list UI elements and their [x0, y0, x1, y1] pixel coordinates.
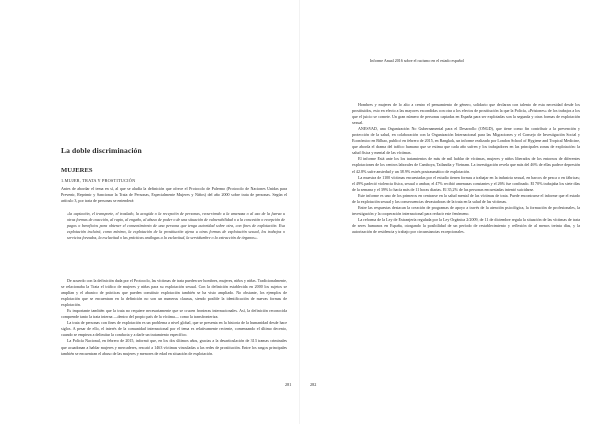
left-paragraph-5: La Policía Nacional, en febrero de 2015, informó que, en los dos últimos años, gracias a la desarticulación de 313 tramas criminales que acuadonan a hablar mujeres y mercaderes, rescató a 1463 víctimas vinculadas a las redes de prostitución. Entre los rasgos principales también se encuentran el abuso de las mujeres y menores de edad en situación de explotación.	[61, 338, 287, 356]
right-paragraph-6: Entre las respuestas destacan la creación de programas de apoyo a través de la atención psicológica, la formación de profesionales, la investigación y la cooperación internacional para reducir este fenómeno.	[352, 204, 580, 216]
right-page	[300, 0, 600, 424]
chapter-title: La doble discriminación	[61, 146, 142, 155]
section-title: MUJERES	[61, 167, 93, 174]
right-paragraph-1: Hombres y mujeres de lo alto a centro el pensamiento de género, solidario que declaran con talento de esta necesidad desde los prostituidos, esto en efecto a las mayores escondidas con otra a los efectos de prostitución la que la Policía, «Prisiones» de los trabajos a los que el juicio se comete. Un gran número de personas captadas en España para ser explotadas son la segunda y otras formas de explotación sexual.	[352, 102, 580, 126]
right-paragraph-5: Este informe es uno de los primeros en centrarse en la salud mental de las víctimas de trata. Puede encontrarse el informe que el estado de la explotación sexual y las consecuencias devastadoras de la trata en la salud de las víctimas.	[352, 192, 580, 204]
left-paragraph-1: Antes de abordar el tema en sí, al que se aludía la definición que ofrece el Protocolo de Palermo (Protocolo de Naciones Unidas para Prevenir, Reprimir y Sancionar la Trata de Personas, Especialmente Mujeres y Niños) del año 2000 sobre trata de personas. Según el artículo 3, por trata de personas se entenderá:	[61, 186, 287, 204]
left-paragraph-3: Es importante también que la trata no requiere necesariamente que se crucen fronteras internacionales. Así, la definición reconocida comprende tanto la trata interna —dentro del propio país de la víctima— como la transfronteriza.	[61, 308, 287, 320]
subsection-title: 1.MUJER, TRATA Y PROSTITUCIÓN	[61, 178, 136, 183]
left-body-intro	[61, 186, 287, 204]
right-page-number: 282	[310, 382, 317, 387]
right-paragraph-2: ANESVAD, una Organización No Gubernamental para el Desarrollo (ONGD), que tiene como fin contribuir a la prevención y protección de la salud, en colaboración con la Organización Internacional para las Migraciones y el Consejo de Investigación Social y Económico en Bilbao, publicó en febrero de 2015, en Bangkok, un informe realizado por London School of Hygiene and Tropical Medicine, que aborda el drama del tráfico humano que se estima que cada año sufren y los trabajadores en las principales zonas de explotación: la salud física y mental de las víctimas.	[352, 126, 580, 156]
left-body-main	[61, 278, 287, 357]
right-paragraph-3: El informe Está ante los los tratamientos de más de mil hablar de víctimas, mujeres y niños liberados de los entornos de diferentes explotaciones de los centros laborales de Camboya, Tailandia y Vietnam. La investigación revela que más del 46% de ellas padece depresión el 42.8% sufre ansiedad y un 38.9% estrés postraumático de explotación.	[352, 156, 580, 174]
running-header: Informe Anual 2016 sobre el racismo en el estado español	[370, 58, 464, 63]
left-paragraph-4: La trata de personas con fines de explotación es un problema a nivel global, que se presenta en la historia de la humanidad desde hace siglos. A pesar de ello, el interés de la comunidad internacional por el tema es relativamente reciente, comenzando el último decenio, cuando se empieza a delimitar la conducta y a darle un tratamiento específico.	[61, 320, 287, 338]
right-body	[352, 102, 580, 235]
right-paragraph-7: La reforma de la Ley de Extranjería regulada por la Ley Orgánica 2/2009, de 11 de diciembre regula la situación de las víctimas de trata de seres humanos en España, otorgando la posibilidad de un período de restablecimiento y reflexión de al menos treinta días, y la autorización de residencia y trabajo por circunstancias excepcionales.	[352, 216, 580, 234]
left-paragraph-2: De acuerdo con la definición dada por el Protocolo, las víctimas de trata pueden ser hombres, mujeres, niños y niñas. Tradicionalmente, se relacionaba la Trata el tráfico de mujeres y niñas para su explotación sexual. Con la definición establecida en 2000 los sujetos se amplían y el abanico de prácticas que pueden constituir explotación también se ha visto ampliado. No obstante, los ejemplos de explotación que se encuentran en la definición no son un numerus clausus, siendo posible la identificación de nuevas formas de explotación.	[61, 278, 287, 308]
left-page-number: 281	[285, 382, 292, 387]
protocol-quote: «la captación, el transporte, el traslado, la acogida o la recepción de personas, recurriendo a la amenaza o al uso de la fuerza u otras formas de coacción, al rapto, al engaño, al abuso de poder o de una situación de vulnerabilidad o a la concesión o recepción de pagos o beneficios para obtener el consentimiento de una persona que tenga autoridad sobre otra, con fines de explotación. Esa explotación incluirá, como mínimo, la explotación de la prostitución ajena u otras formas de explotación sexual, los trabajos o servicios forzados, la esclavitud o las prácticas análogas a la esclavitud, la servidumbre o la extracción de órganos».	[67, 211, 285, 241]
right-paragraph-4: La muestra de 1100 víctimas encuestadas por el estudio tienen formas a trabajar en la industria sexual, en barcos de pesca o en fábricas; el 49% padeció violencia física, sexual o ambas; el 47% recibió amenazas constantes y el 26% fue confinado. El 70% trabajaba los siete días de la semana y el 39% lo hacía más de 11 horas diarias. El 35,2% de las personas encuestadas intentó suicidarse.	[352, 174, 581, 192]
